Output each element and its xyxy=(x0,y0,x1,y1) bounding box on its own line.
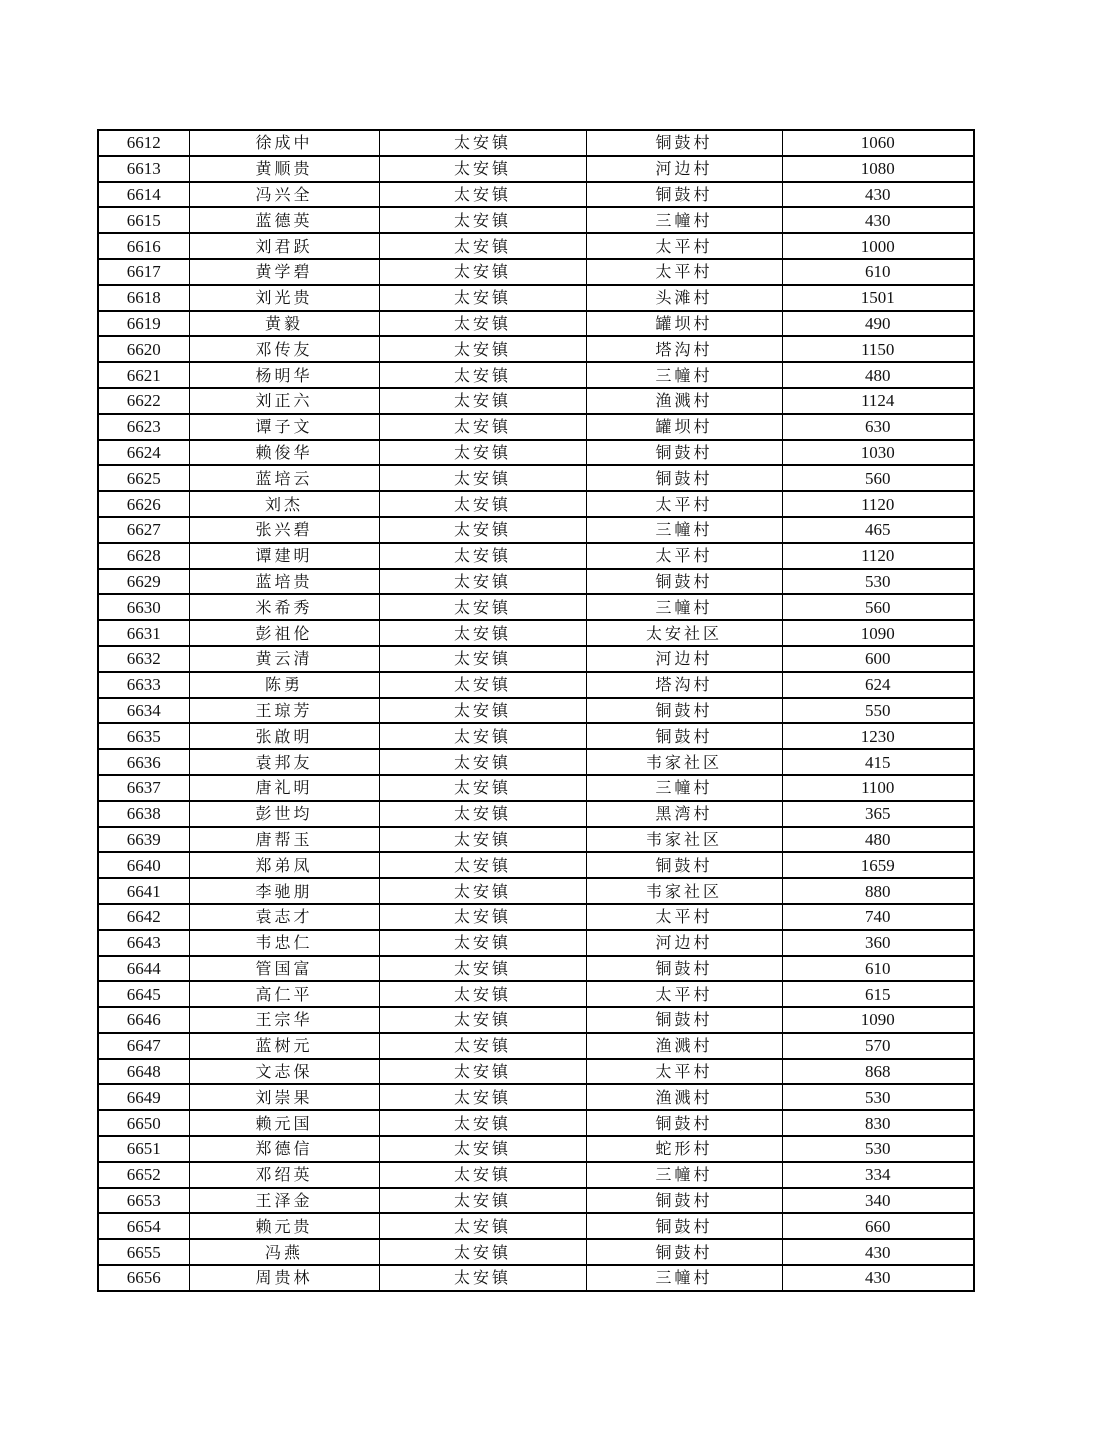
cell-name: 蓝培贵 xyxy=(189,569,379,595)
cell-name: 彭世均 xyxy=(189,801,379,827)
cell-town: 太安镇 xyxy=(379,543,586,569)
cell-id: 6638 xyxy=(98,801,189,827)
cell-town: 太安镇 xyxy=(379,491,586,517)
cell-town: 太安镇 xyxy=(379,362,586,388)
cell-amount: 560 xyxy=(782,465,974,491)
cell-id: 6626 xyxy=(98,491,189,517)
data-table xyxy=(97,129,975,1292)
cell-amount: 334 xyxy=(782,1162,974,1188)
cell-name: 王宗华 xyxy=(189,1007,379,1033)
cell-id: 6634 xyxy=(98,698,189,724)
cell-id: 6655 xyxy=(98,1239,189,1265)
table-row xyxy=(98,1188,974,1214)
cell-village: 铜鼓村 xyxy=(586,723,782,749)
cell-village: 铜鼓村 xyxy=(586,465,782,491)
cell-id: 6614 xyxy=(98,182,189,208)
cell-town: 太安镇 xyxy=(379,956,586,982)
cell-name: 蓝培云 xyxy=(189,465,379,491)
table-row xyxy=(98,646,974,672)
cell-town: 太安镇 xyxy=(379,465,586,491)
cell-village: 蛇形村 xyxy=(586,1136,782,1162)
cell-name: 周贵林 xyxy=(189,1265,379,1291)
cell-village: 铜鼓村 xyxy=(586,569,782,595)
cell-town: 太安镇 xyxy=(379,801,586,827)
cell-id: 6613 xyxy=(98,156,189,182)
table-row xyxy=(98,130,974,156)
cell-amount: 530 xyxy=(782,569,974,595)
cell-village: 铜鼓村 xyxy=(586,1007,782,1033)
cell-id: 6650 xyxy=(98,1110,189,1136)
table-row xyxy=(98,491,974,517)
table-row xyxy=(98,336,974,362)
cell-id: 6646 xyxy=(98,1007,189,1033)
cell-amount: 1000 xyxy=(782,233,974,259)
table-row xyxy=(98,259,974,285)
table-row xyxy=(98,1239,974,1265)
cell-town: 太安镇 xyxy=(379,259,586,285)
cell-amount: 415 xyxy=(782,749,974,775)
table-body xyxy=(98,130,974,1291)
table-row xyxy=(98,182,974,208)
table-row xyxy=(98,362,974,388)
cell-id: 6644 xyxy=(98,956,189,982)
cell-amount: 610 xyxy=(782,259,974,285)
table-row xyxy=(98,698,974,724)
cell-name: 陈勇 xyxy=(189,672,379,698)
cell-id: 6623 xyxy=(98,414,189,440)
table-row xyxy=(98,904,974,930)
cell-town: 太安镇 xyxy=(379,646,586,672)
cell-name: 黄顺贵 xyxy=(189,156,379,182)
cell-town: 太安镇 xyxy=(379,311,586,337)
cell-amount: 570 xyxy=(782,1033,974,1059)
cell-town: 太安镇 xyxy=(379,156,586,182)
cell-name: 蓝德英 xyxy=(189,207,379,233)
cell-id: 6619 xyxy=(98,311,189,337)
cell-name: 赖元贵 xyxy=(189,1213,379,1239)
cell-town: 太安镇 xyxy=(379,852,586,878)
table-row xyxy=(98,311,974,337)
cell-name: 蓝树元 xyxy=(189,1033,379,1059)
cell-village: 罐坝村 xyxy=(586,311,782,337)
table-row xyxy=(98,775,974,801)
cell-id: 6620 xyxy=(98,336,189,362)
cell-id: 6642 xyxy=(98,904,189,930)
cell-id: 6645 xyxy=(98,981,189,1007)
cell-town: 太安镇 xyxy=(379,672,586,698)
cell-village: 河边村 xyxy=(586,156,782,182)
cell-id: 6633 xyxy=(98,672,189,698)
cell-village: 塔沟村 xyxy=(586,336,782,362)
table-row xyxy=(98,233,974,259)
cell-amount: 530 xyxy=(782,1136,974,1162)
cell-amount: 490 xyxy=(782,311,974,337)
cell-amount: 1659 xyxy=(782,852,974,878)
cell-village: 太平村 xyxy=(586,1059,782,1085)
table-row xyxy=(98,723,974,749)
cell-amount: 1150 xyxy=(782,336,974,362)
cell-town: 太安镇 xyxy=(379,904,586,930)
cell-id: 6643 xyxy=(98,930,189,956)
cell-id: 6652 xyxy=(98,1162,189,1188)
cell-amount: 1124 xyxy=(782,388,974,414)
table-row xyxy=(98,852,974,878)
cell-name: 刘崇果 xyxy=(189,1084,379,1110)
cell-village: 三幢村 xyxy=(586,517,782,543)
cell-village: 太平村 xyxy=(586,904,782,930)
cell-village: 铜鼓村 xyxy=(586,440,782,466)
cell-village: 铜鼓村 xyxy=(586,1239,782,1265)
cell-village: 韦家社区 xyxy=(586,827,782,853)
cell-village: 铜鼓村 xyxy=(586,956,782,982)
cell-amount: 624 xyxy=(782,672,974,698)
cell-town: 太安镇 xyxy=(379,1213,586,1239)
table-row xyxy=(98,285,974,311)
cell-town: 太安镇 xyxy=(379,517,586,543)
cell-amount: 480 xyxy=(782,827,974,853)
cell-town: 太安镇 xyxy=(379,981,586,1007)
cell-amount: 1230 xyxy=(782,723,974,749)
cell-amount: 430 xyxy=(782,1239,974,1265)
table-row xyxy=(98,956,974,982)
cell-name: 王琼芳 xyxy=(189,698,379,724)
cell-name: 彭祖伦 xyxy=(189,620,379,646)
cell-village: 太平村 xyxy=(586,491,782,517)
cell-name: 高仁平 xyxy=(189,981,379,1007)
cell-id: 6615 xyxy=(98,207,189,233)
cell-town: 太安镇 xyxy=(379,1162,586,1188)
cell-village: 韦家社区 xyxy=(586,878,782,904)
cell-village: 太平村 xyxy=(586,981,782,1007)
table-row xyxy=(98,1033,974,1059)
cell-name: 谭子文 xyxy=(189,414,379,440)
table-row xyxy=(98,1136,974,1162)
cell-name: 刘光贵 xyxy=(189,285,379,311)
cell-id: 6616 xyxy=(98,233,189,259)
table-row xyxy=(98,1059,974,1085)
table-row xyxy=(98,930,974,956)
cell-amount: 660 xyxy=(782,1213,974,1239)
table-row xyxy=(98,517,974,543)
cell-village: 三幢村 xyxy=(586,1265,782,1291)
cell-amount: 1060 xyxy=(782,130,974,156)
table-row xyxy=(98,414,974,440)
cell-village: 渔溅村 xyxy=(586,388,782,414)
cell-town: 太安镇 xyxy=(379,1265,586,1291)
cell-town: 太安镇 xyxy=(379,1110,586,1136)
cell-name: 李驰朋 xyxy=(189,878,379,904)
cell-id: 6627 xyxy=(98,517,189,543)
cell-id: 6629 xyxy=(98,569,189,595)
cell-town: 太安镇 xyxy=(379,698,586,724)
table-row xyxy=(98,878,974,904)
cell-amount: 1120 xyxy=(782,543,974,569)
cell-id: 6618 xyxy=(98,285,189,311)
table-row xyxy=(98,620,974,646)
table-row xyxy=(98,981,974,1007)
cell-amount: 560 xyxy=(782,594,974,620)
cell-name: 袁邦友 xyxy=(189,749,379,775)
table-row xyxy=(98,801,974,827)
cell-id: 6641 xyxy=(98,878,189,904)
cell-id: 6635 xyxy=(98,723,189,749)
cell-amount: 880 xyxy=(782,878,974,904)
table-row xyxy=(98,749,974,775)
cell-name: 黄学碧 xyxy=(189,259,379,285)
cell-village: 三幢村 xyxy=(586,1162,782,1188)
cell-town: 太安镇 xyxy=(379,1239,586,1265)
table-row xyxy=(98,594,974,620)
cell-id: 6628 xyxy=(98,543,189,569)
cell-amount: 365 xyxy=(782,801,974,827)
cell-village: 铜鼓村 xyxy=(586,698,782,724)
cell-name: 冯兴全 xyxy=(189,182,379,208)
cell-name: 袁志才 xyxy=(189,904,379,930)
cell-id: 6654 xyxy=(98,1213,189,1239)
cell-village: 三幢村 xyxy=(586,362,782,388)
cell-amount: 830 xyxy=(782,1110,974,1136)
cell-village: 铜鼓村 xyxy=(586,852,782,878)
cell-village: 渔溅村 xyxy=(586,1033,782,1059)
cell-id: 6632 xyxy=(98,646,189,672)
cell-town: 太安镇 xyxy=(379,130,586,156)
cell-town: 太安镇 xyxy=(379,440,586,466)
cell-name: 米希秀 xyxy=(189,594,379,620)
cell-town: 太安镇 xyxy=(379,207,586,233)
cell-id: 6640 xyxy=(98,852,189,878)
cell-town: 太安镇 xyxy=(379,285,586,311)
cell-town: 太安镇 xyxy=(379,1059,586,1085)
cell-village: 河边村 xyxy=(586,646,782,672)
cell-amount: 1080 xyxy=(782,156,974,182)
cell-village: 三幢村 xyxy=(586,207,782,233)
cell-town: 太安镇 xyxy=(379,1007,586,1033)
cell-name: 黄云清 xyxy=(189,646,379,672)
cell-id: 6639 xyxy=(98,827,189,853)
cell-id: 6621 xyxy=(98,362,189,388)
cell-name: 冯燕 xyxy=(189,1239,379,1265)
cell-village: 三幢村 xyxy=(586,775,782,801)
cell-village: 三幢村 xyxy=(586,594,782,620)
cell-town: 太安镇 xyxy=(379,233,586,259)
cell-amount: 465 xyxy=(782,517,974,543)
cell-id: 6647 xyxy=(98,1033,189,1059)
cell-name: 唐礼明 xyxy=(189,775,379,801)
cell-name: 张兴碧 xyxy=(189,517,379,543)
cell-town: 太安镇 xyxy=(379,749,586,775)
cell-amount: 1501 xyxy=(782,285,974,311)
cell-id: 6617 xyxy=(98,259,189,285)
cell-amount: 868 xyxy=(782,1059,974,1085)
cell-amount: 430 xyxy=(782,182,974,208)
cell-name: 郑弟凤 xyxy=(189,852,379,878)
cell-name: 谭建明 xyxy=(189,543,379,569)
cell-town: 太安镇 xyxy=(379,388,586,414)
cell-amount: 360 xyxy=(782,930,974,956)
table-row xyxy=(98,440,974,466)
cell-name: 邓绍英 xyxy=(189,1162,379,1188)
cell-village: 头滩村 xyxy=(586,285,782,311)
cell-id: 6630 xyxy=(98,594,189,620)
cell-town: 太安镇 xyxy=(379,414,586,440)
cell-village: 铜鼓村 xyxy=(586,130,782,156)
cell-amount: 630 xyxy=(782,414,974,440)
cell-town: 太安镇 xyxy=(379,569,586,595)
cell-village: 太平村 xyxy=(586,259,782,285)
cell-town: 太安镇 xyxy=(379,1136,586,1162)
cell-name: 张啟明 xyxy=(189,723,379,749)
cell-amount: 740 xyxy=(782,904,974,930)
table-row xyxy=(98,1265,974,1291)
cell-id: 6625 xyxy=(98,465,189,491)
cell-name: 赖俊华 xyxy=(189,440,379,466)
cell-village: 韦家社区 xyxy=(586,749,782,775)
cell-id: 6622 xyxy=(98,388,189,414)
table-row xyxy=(98,465,974,491)
cell-amount: 610 xyxy=(782,956,974,982)
cell-name: 徐成中 xyxy=(189,130,379,156)
cell-amount: 615 xyxy=(782,981,974,1007)
cell-name: 刘君跃 xyxy=(189,233,379,259)
table-row xyxy=(98,1110,974,1136)
cell-name: 韦忠仁 xyxy=(189,930,379,956)
cell-name: 郑德信 xyxy=(189,1136,379,1162)
cell-village: 塔沟村 xyxy=(586,672,782,698)
cell-amount: 530 xyxy=(782,1084,974,1110)
cell-town: 太安镇 xyxy=(379,878,586,904)
cell-village: 铜鼓村 xyxy=(586,182,782,208)
cell-name: 黄毅 xyxy=(189,311,379,337)
cell-town: 太安镇 xyxy=(379,1033,586,1059)
cell-village: 黑湾村 xyxy=(586,801,782,827)
table-row xyxy=(98,1007,974,1033)
cell-amount: 340 xyxy=(782,1188,974,1214)
cell-amount: 1100 xyxy=(782,775,974,801)
cell-name: 赖元国 xyxy=(189,1110,379,1136)
table-row xyxy=(98,388,974,414)
cell-village: 铜鼓村 xyxy=(586,1110,782,1136)
cell-id: 6649 xyxy=(98,1084,189,1110)
cell-amount: 550 xyxy=(782,698,974,724)
cell-amount: 600 xyxy=(782,646,974,672)
cell-name: 文志保 xyxy=(189,1059,379,1085)
cell-name: 唐帮玉 xyxy=(189,827,379,853)
cell-town: 太安镇 xyxy=(379,827,586,853)
cell-name: 王泽金 xyxy=(189,1188,379,1214)
table-row xyxy=(98,1162,974,1188)
cell-amount: 1120 xyxy=(782,491,974,517)
cell-id: 6651 xyxy=(98,1136,189,1162)
table-row xyxy=(98,1084,974,1110)
cell-village: 铜鼓村 xyxy=(586,1188,782,1214)
cell-id: 6653 xyxy=(98,1188,189,1214)
cell-amount: 430 xyxy=(782,207,974,233)
cell-village: 太平村 xyxy=(586,233,782,259)
cell-name: 管国富 xyxy=(189,956,379,982)
cell-town: 太安镇 xyxy=(379,594,586,620)
cell-id: 6648 xyxy=(98,1059,189,1085)
cell-name: 杨明华 xyxy=(189,362,379,388)
cell-amount: 1030 xyxy=(782,440,974,466)
cell-id: 6631 xyxy=(98,620,189,646)
cell-town: 太安镇 xyxy=(379,930,586,956)
cell-name: 邓传友 xyxy=(189,336,379,362)
table-row xyxy=(98,827,974,853)
cell-amount: 1090 xyxy=(782,620,974,646)
cell-village: 铜鼓村 xyxy=(586,1213,782,1239)
cell-name: 刘正六 xyxy=(189,388,379,414)
cell-name: 刘杰 xyxy=(189,491,379,517)
cell-amount: 480 xyxy=(782,362,974,388)
table-row xyxy=(98,672,974,698)
cell-village: 罐坝村 xyxy=(586,414,782,440)
cell-village: 太安社区 xyxy=(586,620,782,646)
cell-town: 太安镇 xyxy=(379,182,586,208)
cell-town: 太安镇 xyxy=(379,723,586,749)
table-row xyxy=(98,543,974,569)
cell-id: 6637 xyxy=(98,775,189,801)
cell-town: 太安镇 xyxy=(379,1084,586,1110)
cell-id: 6656 xyxy=(98,1265,189,1291)
cell-id: 6612 xyxy=(98,130,189,156)
table-row xyxy=(98,569,974,595)
cell-village: 太平村 xyxy=(586,543,782,569)
cell-amount: 1090 xyxy=(782,1007,974,1033)
table-row xyxy=(98,1213,974,1239)
cell-village: 渔溅村 xyxy=(586,1084,782,1110)
cell-id: 6636 xyxy=(98,749,189,775)
cell-town: 太安镇 xyxy=(379,1188,586,1214)
cell-town: 太安镇 xyxy=(379,620,586,646)
cell-id: 6624 xyxy=(98,440,189,466)
table-row xyxy=(98,207,974,233)
cell-town: 太安镇 xyxy=(379,775,586,801)
cell-amount: 430 xyxy=(782,1265,974,1291)
table-row xyxy=(98,156,974,182)
cell-town: 太安镇 xyxy=(379,336,586,362)
cell-village: 河边村 xyxy=(586,930,782,956)
